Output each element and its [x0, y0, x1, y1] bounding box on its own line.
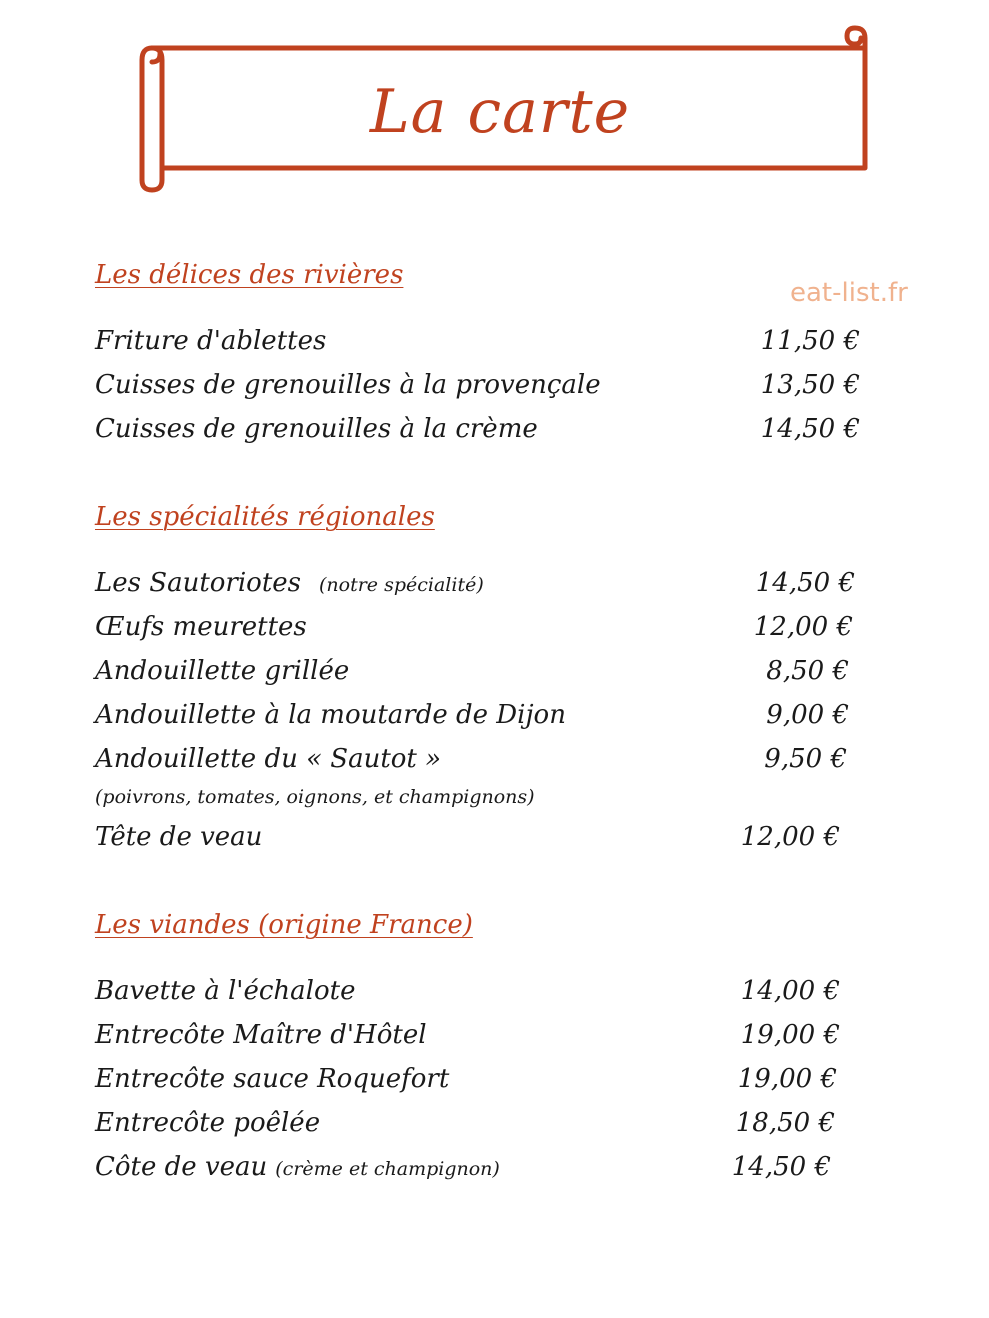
menu-item [95, 1020, 865, 1060]
item-name: Tête de veau [95, 822, 263, 852]
item-price: 14,50 € [755, 568, 855, 598]
item-name: Cuisses de grenouilles à la crème [95, 414, 538, 444]
item-name: Friture d'ablettes [95, 326, 327, 356]
item-name: Bavette à l'échalote [95, 976, 356, 1006]
item-price: 12,00 € [753, 612, 853, 642]
item-price: 11,50 € [760, 326, 860, 356]
menu-item [95, 1108, 865, 1148]
menu-item [95, 326, 865, 366]
title-banner [130, 22, 875, 200]
item-name: Entrecôte Maître d'Hôtel [95, 1020, 427, 1050]
item-price: 14,50 € [760, 414, 860, 444]
item-price: 14,50 € [731, 1152, 831, 1182]
item-name: Andouillette grillée [95, 656, 350, 686]
section-title-viandes: Les viandes (origine France) [95, 910, 473, 940]
item-price: 13,50 € [760, 370, 860, 400]
item-name: Andouillette à la moutarde de Dijon [95, 700, 566, 730]
item-price: 12,00 € [740, 822, 840, 852]
menu-item [95, 612, 865, 652]
menu-item [95, 822, 865, 862]
item-price: 19,00 € [737, 1064, 837, 1094]
menu-item [95, 744, 865, 784]
section-title-rivieres: Les délices des rivières [95, 260, 404, 290]
item-price: 18,50 € [735, 1108, 835, 1138]
item-name: Œufs meurettes [95, 612, 307, 642]
item-label: Côte de veau [95, 1152, 268, 1182]
item-name: Entrecôte poêlée [95, 1108, 321, 1138]
item-name [95, 1152, 500, 1182]
menu-item [95, 370, 865, 410]
item-price: 8,50 € [766, 656, 849, 686]
item-price: 9,50 € [764, 744, 847, 774]
menu-item [95, 700, 865, 740]
menu-item [95, 1152, 865, 1192]
item-name: Andouillette du « Sautot » [95, 744, 442, 774]
menu-item [95, 976, 865, 1016]
item-name: Entrecôte sauce Roquefort [95, 1064, 450, 1094]
item-note: (notre spécialité) [319, 574, 484, 596]
item-name: Cuisses de grenouilles à la provençale [95, 370, 601, 400]
menu-item [95, 414, 865, 454]
item-subnote: (poivrons, tomates, oignons, et champignons) [95, 786, 535, 808]
menu-item [95, 568, 865, 608]
section-title-regionales: Les spécialités régionales [95, 502, 435, 532]
item-name [95, 568, 484, 598]
watermark: eat-list.fr [790, 278, 908, 308]
menu-item [95, 1064, 865, 1104]
item-label: Les Sautoriotes [95, 568, 301, 598]
item-price: 9,00 € [766, 700, 849, 730]
item-price: 14,00 € [740, 976, 840, 1006]
item-note: (crème et champignon) [275, 1158, 500, 1180]
page-title: La carte [369, 77, 631, 147]
item-price: 19,00 € [740, 1020, 840, 1050]
menu-item [95, 656, 865, 696]
